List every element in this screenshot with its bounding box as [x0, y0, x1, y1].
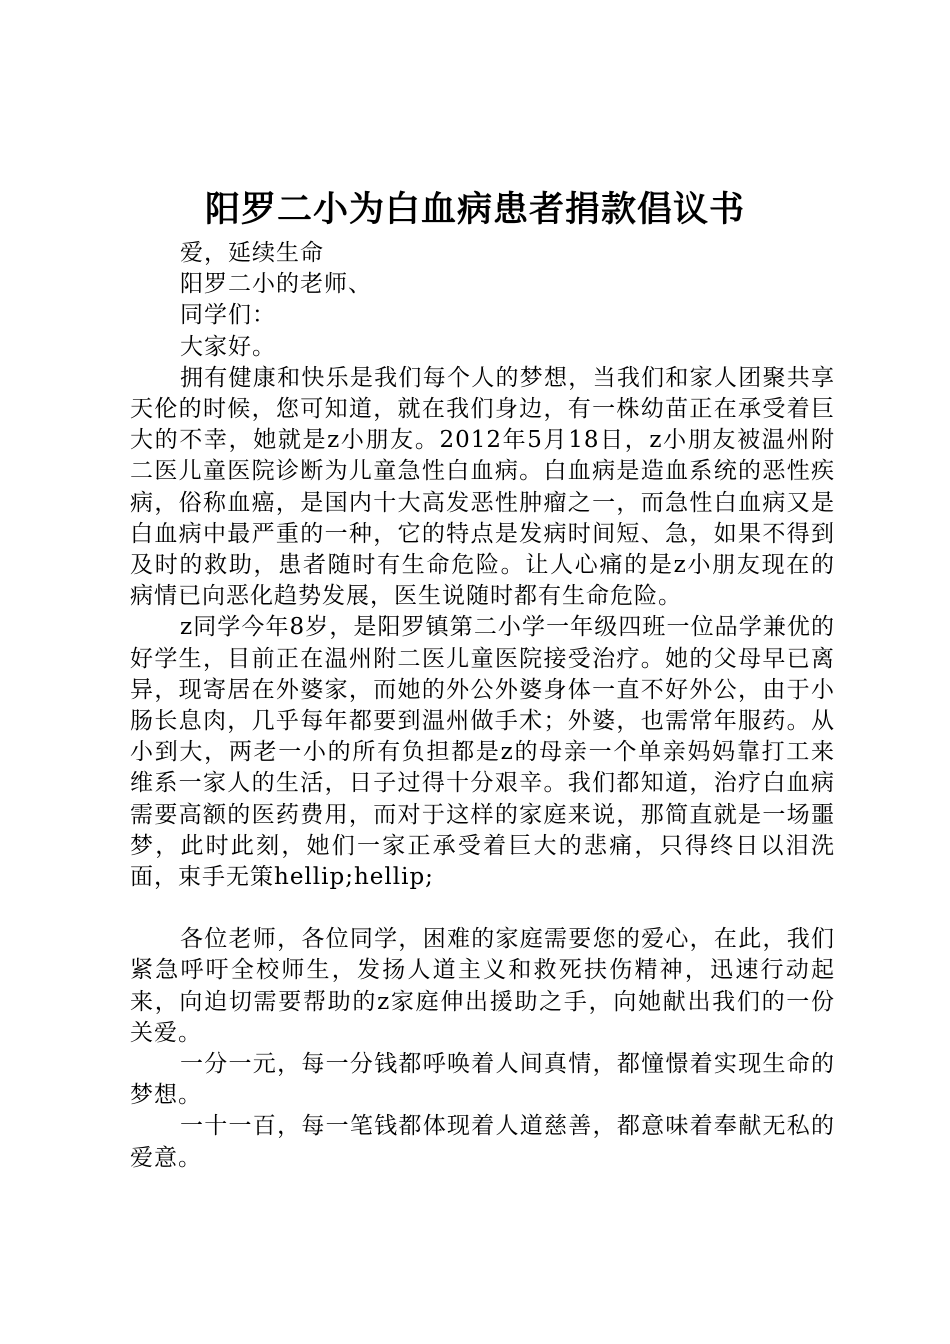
paragraph-body-4: 一分一元，每一分钱都呼唤着人间真情，都憧憬着实现生命的梦想。 — [130, 1051, 835, 1109]
paragraph-body-3: 各位老师，各位同学，困难的家庭需要您的爱心，在此，我们紧急呼吁全校师生，发扬人道主义和救死扶伤精神，迅速行动起来，向迫切需要帮助的z家庭伸出援助之手，向她献出我们的一份关爱。 — [130, 926, 835, 1046]
paragraph-greeting: 大家好。 — [180, 333, 276, 360]
paragraph-salutation-1: 阳罗二小的老师、 — [180, 271, 372, 298]
paragraph-body-2: z同学今年8岁，是阳罗镇第二小学一年级四班一位品学兼优的好学生，目前正在温州附二医儿童医院接受治疗。她的父母早已离异，现寄居在外婆家，而她的外公外婆身体一直不好外公，由于小肠长息肉，几乎每年都要到温州做手术；外婆，也需常年服药。从小到大，两老一小的所有负担都是z的母亲一个单亲妈妈靠打工来维系一家人的生活，日子过得十分艰辛。我们都知道，治疗白血病需要高额的医药费用，而对于这样的家庭来说，那简直就是一场噩梦，此时此刻，她们一家正承受着巨大的悲痛，只得终日以泪洗面，束手无策hellip;hellip; — [130, 614, 835, 891]
paragraph-spacer — [130, 893, 835, 924]
paragraph-body-5: 一十一百，每一笔钱都体现着人道慈善，都意味着奉献无私的爱意。 — [130, 1113, 835, 1171]
document-body — [130, 238, 835, 1174]
paragraph-salutation-2: 同学们： — [180, 302, 276, 329]
document-title: 阳罗二小为白血病患者捐款倡议书 — [204, 190, 745, 230]
paragraph-subtitle: 爱，延续生命 — [180, 240, 324, 266]
paragraph-body-1: 拥有健康和快乐是我们每个人的梦想，当我们和家人团聚共享天伦的时候，您可知道，就在我们身边，有一株幼苗正在承受着巨大的不幸，她就是z小朋友。2012年5月18日，z小朋友被温州附二医儿童医院诊断为儿童急性白血病。白血病是造血系统的恶性疾病，俗称血癌，是国内十大高发恶性肿瘤之一，而急性白血病又是白血病中最严重的一种，它的特点是发病时间短、急，如果不得到及时的救助，患者随时有生命危险。让人心痛的是z小朋友现在的病情已向恶化趋势发展，医生说随时都有生命危险。 — [130, 364, 835, 610]
